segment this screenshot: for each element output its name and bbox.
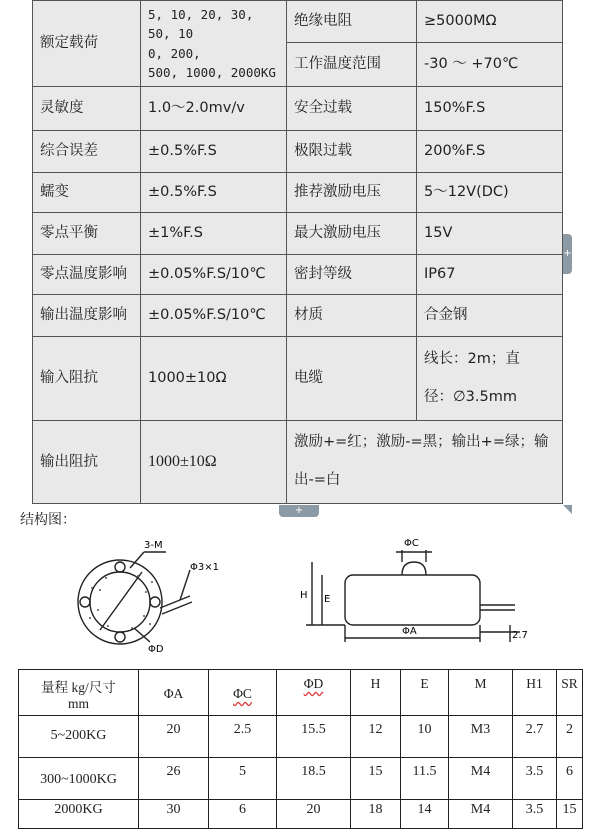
h-label: H [300, 590, 308, 601]
table-row-cell: M4 [449, 800, 513, 829]
table-row-cell: 2.7 [513, 716, 557, 758]
table-row-cell: 15 [351, 758, 401, 800]
screw-hole [150, 597, 160, 607]
max-excitation-label: 最大激励电压 [287, 213, 417, 255]
table-row-cell: 26 [139, 758, 209, 800]
creep-label: 蠕变 [33, 173, 141, 213]
table-row-cell: 18 [351, 800, 401, 829]
table-row-cell: 3.5 [513, 800, 557, 829]
cable-dia-label: Φ3×1 [190, 562, 219, 573]
rated-load-value: 5, 10, 20, 30, 50, 10 0, 200, 500, 1000, 2000KG [141, 1, 287, 87]
table-row-cell: M4 [449, 758, 513, 800]
seal-value: IP67 [417, 255, 563, 295]
screw-hole [115, 632, 125, 642]
error-label: 综合误差 [33, 131, 141, 173]
phid-label: ΦD [148, 644, 164, 655]
sensitivity-value: 1.0～2.0mv/v [141, 87, 287, 131]
input-impedance-label: 输入阻抗 [33, 337, 141, 421]
table-row-cell: 3.5 [513, 758, 557, 800]
excitation-label: 推荐激励电压 [287, 173, 417, 213]
table-row-cell: 10 [401, 716, 449, 758]
limit-overload-value: 200%F.S [417, 131, 563, 173]
bottom-expand-tab[interactable]: + [279, 505, 319, 517]
table-row-cell: 300~1000KG [19, 758, 139, 800]
thread-label: 3-M [144, 540, 163, 551]
temp-range-value: -30 ～ +70℃ [417, 43, 563, 87]
dim-header-e: E [401, 670, 449, 716]
cable-value: 线长：2m；直 径：∅3.5mm [417, 337, 563, 421]
diameter-line [100, 572, 142, 630]
table-row-cell: 14 [401, 800, 449, 829]
zero-temp-value: ±0.05%F.S/10℃ [141, 255, 287, 295]
dim-header-phic: ΦC [209, 670, 277, 716]
creep-value: ±0.5%F.S [141, 173, 287, 213]
phia-label: ΦA [402, 626, 417, 637]
h1-label: 2.7 [512, 630, 528, 641]
insulation-label: 绝缘电阻 [287, 1, 417, 43]
material-label: 材质 [287, 295, 417, 337]
spec-table [32, 0, 563, 504]
leader-line [134, 628, 150, 642]
load-button [402, 562, 426, 575]
table-row-cell: 5~200KG [19, 716, 139, 758]
output-impedance-label: 输出阻抗 [33, 421, 141, 504]
dimension-table [18, 669, 583, 829]
e-label: E [324, 594, 331, 605]
dim-header-range: 量程 kg/尺寸 mm [19, 670, 139, 716]
phic-label: ΦC [404, 538, 419, 549]
table-row-cell: M3 [449, 716, 513, 758]
material-value: 合金钢 [417, 295, 563, 337]
table-row-cell: 18.5 [277, 758, 351, 800]
table-row-cell: 15 [557, 800, 583, 829]
leader-line [180, 570, 190, 600]
side-view-drawing [290, 530, 550, 650]
zero-balance-label: 零点平衡 [33, 213, 141, 255]
safe-overload-value: 150%F.S [417, 87, 563, 131]
rated-load-label: 额定载荷 [33, 1, 141, 87]
table-row-cell: 11.5 [401, 758, 449, 800]
side-expand-tab[interactable]: + [563, 234, 572, 274]
error-value: ±0.5%F.S [141, 131, 287, 173]
dim-header-sr: SR [557, 670, 583, 716]
zero-balance-value: ±1%F.S [141, 213, 287, 255]
table-row-cell: 6 [209, 800, 277, 829]
max-excitation-value: 15V [417, 213, 563, 255]
output-temp-value: ±0.05%F.S/10℃ [141, 295, 287, 337]
table-row-cell: 20 [277, 800, 351, 829]
output-impedance-value: 1000±10Ω [141, 421, 287, 504]
resize-corner-icon[interactable] [563, 505, 572, 514]
dim-header-phia: ΦA [139, 670, 209, 716]
limit-overload-label: 极限过载 [287, 131, 417, 173]
table-row-cell: 5 [209, 758, 277, 800]
insulation-value: ≥5000MΩ [417, 1, 563, 43]
table-row-cell: 20 [139, 716, 209, 758]
sensitivity-label: 灵敏度 [33, 87, 141, 131]
dim-header-h: H [351, 670, 401, 716]
table-row-cell: 2.5 [209, 716, 277, 758]
table-row-cell: 30 [139, 800, 209, 829]
dim-header-h1: H1 [513, 670, 557, 716]
excitation-value: 5～12V(DC) [417, 173, 563, 213]
structure-label: 结构图： [20, 512, 76, 528]
wire-colors-value: 激励+=红；激励-=黑；输出+=绿；输 出-=白 [287, 421, 563, 504]
table-row-cell: 2 [557, 716, 583, 758]
body-outline [345, 575, 480, 625]
cable-label: 电缆 [287, 337, 417, 421]
output-temp-label: 输出温度影响 [33, 295, 141, 337]
table-row-cell: 6 [557, 758, 583, 800]
screw-hole [115, 562, 125, 572]
safe-overload-label: 安全过载 [287, 87, 417, 131]
zero-temp-label: 零点温度影响 [33, 255, 141, 295]
table-row-cell: 12 [351, 716, 401, 758]
screw-hole [80, 597, 90, 607]
seal-label: 密封等级 [287, 255, 417, 295]
table-row-cell: 15.5 [277, 716, 351, 758]
top-view-drawing [60, 530, 260, 660]
table-row-cell: 2000KG [19, 800, 139, 829]
dim-header-m: M [449, 670, 513, 716]
temp-range-label: 工作温度范围 [287, 43, 417, 87]
dim-header-phid: ΦD [277, 670, 351, 716]
input-impedance-value: 1000±10Ω [141, 337, 287, 421]
